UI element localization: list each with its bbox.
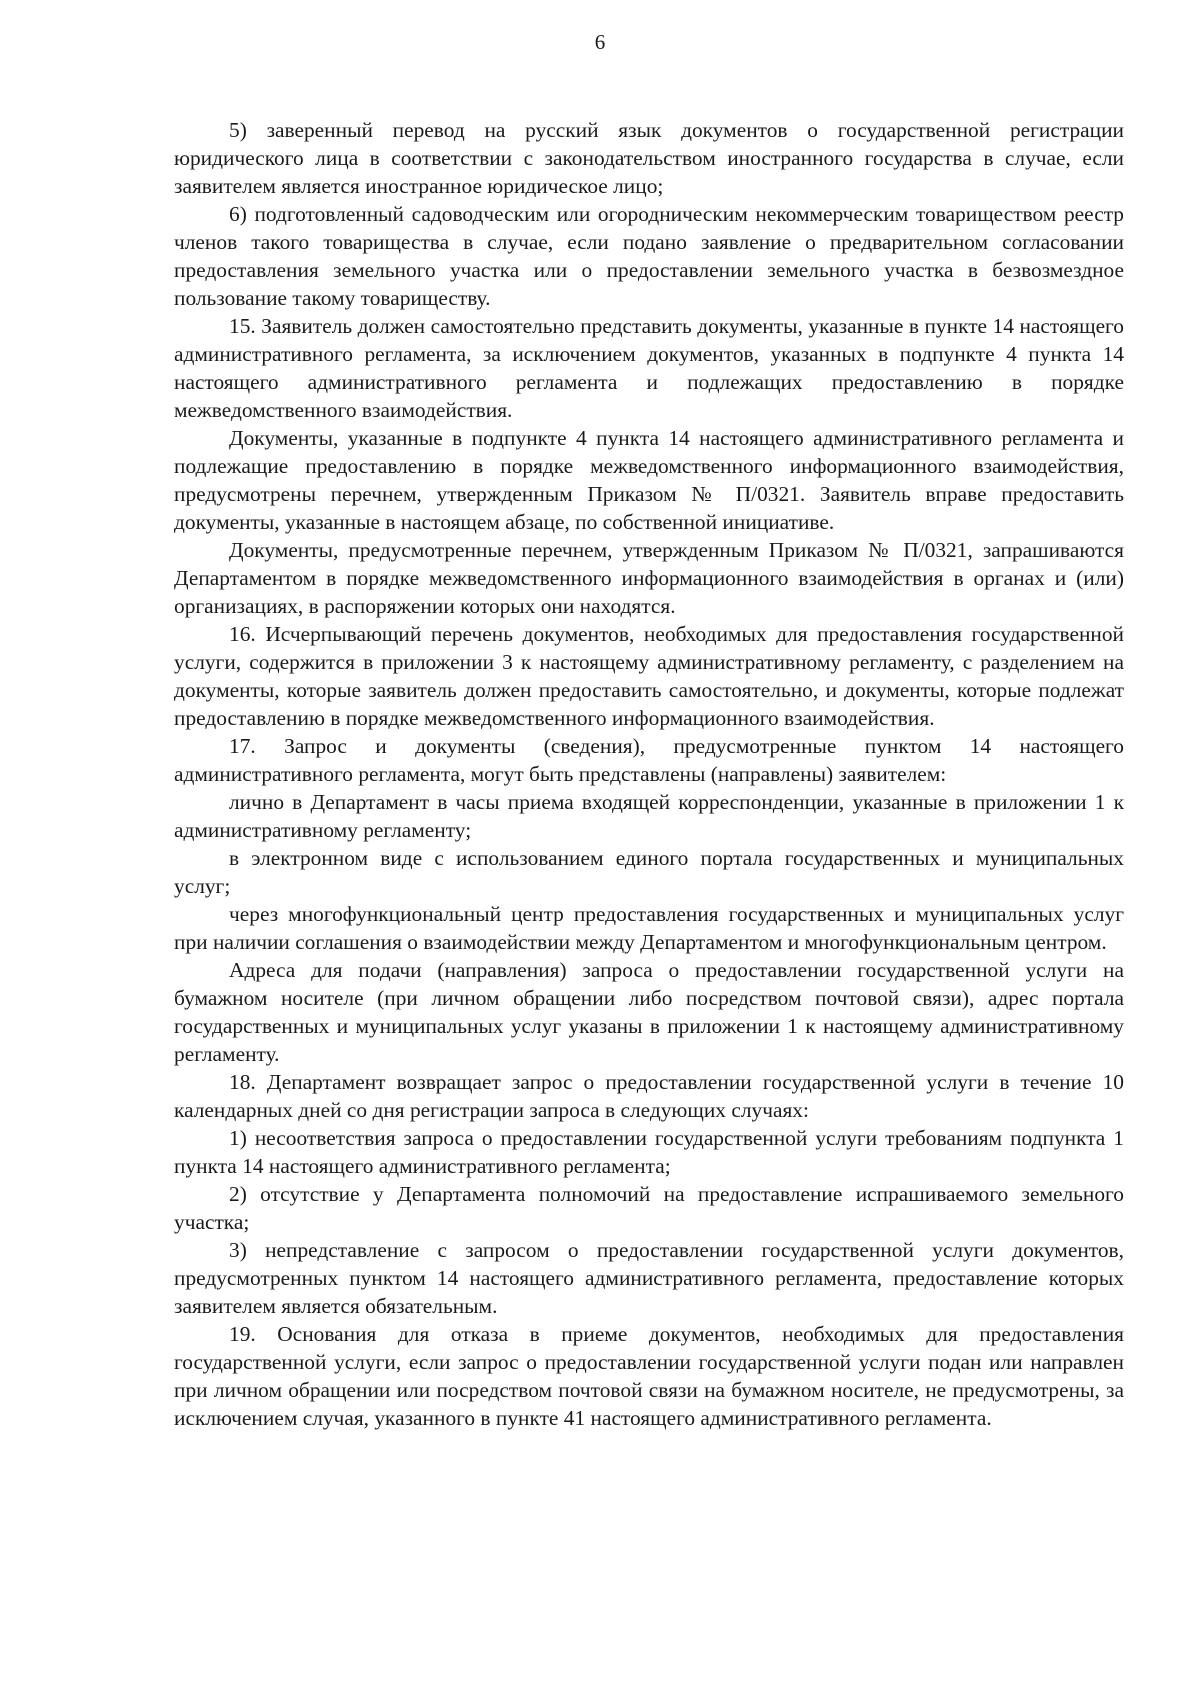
paragraph-17-electronic: в электронном виде с использованием единого портала государственных и муниципальных услуг; [174,846,1124,898]
paragraph-16: 16. Исчерпывающий перечень документов, необходимых для предоставления государственной услуги, содержится в приложении 3 к настоящему административному регламенту, с разделением на документы, которые заявитель должен предоставить самостоятельно, и документы, которые подлежат предоставлению в порядке межведомственного информационного взаимодействия. [174,622,1124,730]
paragraph-18-item-1: 1) несоответствия запроса о предоставлении государственной услуги требованиям подпункта 1 пункта 14 настоящего административного регламента; [174,1126,1124,1178]
paragraph-18-item-3: 3) непредставление с запросом о предоставлении государственной услуги документов, предусмотренных пунктом 14 настоящего административного регламента, предоставление которых заявителем является обязательным. [174,1238,1124,1318]
paragraph-18-item-2: 2) отсутствие у Департамента полномочий на предоставление испрашиваемого земельного участка; [174,1182,1124,1234]
paragraph-15: 15. Заявитель должен самостоятельно представить документы, указанные в пункте 14 настоящего административного регламента, за исключением документов, указанных в подпункте 4 пункта 14 настоящего административного регламента и подлежащих предоставлению в порядке межведомственного взаимодействия. [174,314,1124,422]
paragraph-17-in-person: лично в Департамент в часы приема входящей корреспонденции, указанные в приложении 1 к административному регламенту; [174,790,1124,842]
page-number: 6 [594,30,606,54]
document-body [174,116,1124,1432]
paragraph-18: 18. Департамент возвращает запрос о предоставлении государственной услуги в течение 10 календарных дней со дня регистрации запроса в следующих случаях: [174,1070,1124,1122]
paragraph-17: 17. Запрос и документы (сведения), предусмотренные пунктом 14 настоящего административного регламента, могут быть представлены (направлены) заявителем: [174,734,1124,786]
paragraph-15-interagency-docs: Документы, указанные в подпункте 4 пункта 14 настоящего административного регламента и подлежащие предоставлению в порядке межведомственного информационного взаимодействия, предусмотрены перечнем, утвержденным Приказом № П/0321. Заявитель вправе предоставить документы, указанные в настоящем абзаце, по собственной инициативе. [174,426,1124,534]
paragraph-17-mfc: через многофункциональный центр предоставления государственных и муниципальных услуг при наличии соглашения о взаимодействии между Департаментом и многофункциональным центром. [174,902,1124,954]
paragraph-17-addresses: Адреса для подачи (направления) запроса о предоставлении государственной услуги на бумажном носителе (при личном обращении либо посредством почтовой связи), адрес портала государственных и муниципальных услуг указаны в приложении 1 к настоящему административному регламенту. [174,958,1124,1066]
paragraph-item-5-translation: 5) заверенный перевод на русский язык документов о государственной регистрации юридического лица в соответствии с законодательством иностранного государства в случае, если заявителем является иностранное юридическое лицо; [174,118,1124,198]
paragraph-15-requested-docs: Документы, предусмотренные перечнем, утвержденным Приказом № П/0321, запрашиваются Департаментом в порядке межведомственного информационного взаимодействия в органах и (или) организациях, в распоряжении которых они находятся. [174,538,1124,618]
paragraph-item-6-registry: 6) подготовленный садоводческим или огородническим некоммерческим товариществом реестр членов такого товарищества в случае, если подано заявление о предварительном согласовании предоставления земельного участка или о предоставлении земельного участка в безвозмездное пользование такому товариществу. [174,202,1124,310]
paragraph-19: 19. Основания для отказа в приеме документов, необходимых для предоставления государственной услуги, если запрос о предоставлении государственной услуги подан или направлен при личном обращении или посредством почтовой связи на бумажном носителе, не предусмотрены, за исключением случая, указанного в пункте 41 настоящего административного регламента. [174,1322,1124,1430]
